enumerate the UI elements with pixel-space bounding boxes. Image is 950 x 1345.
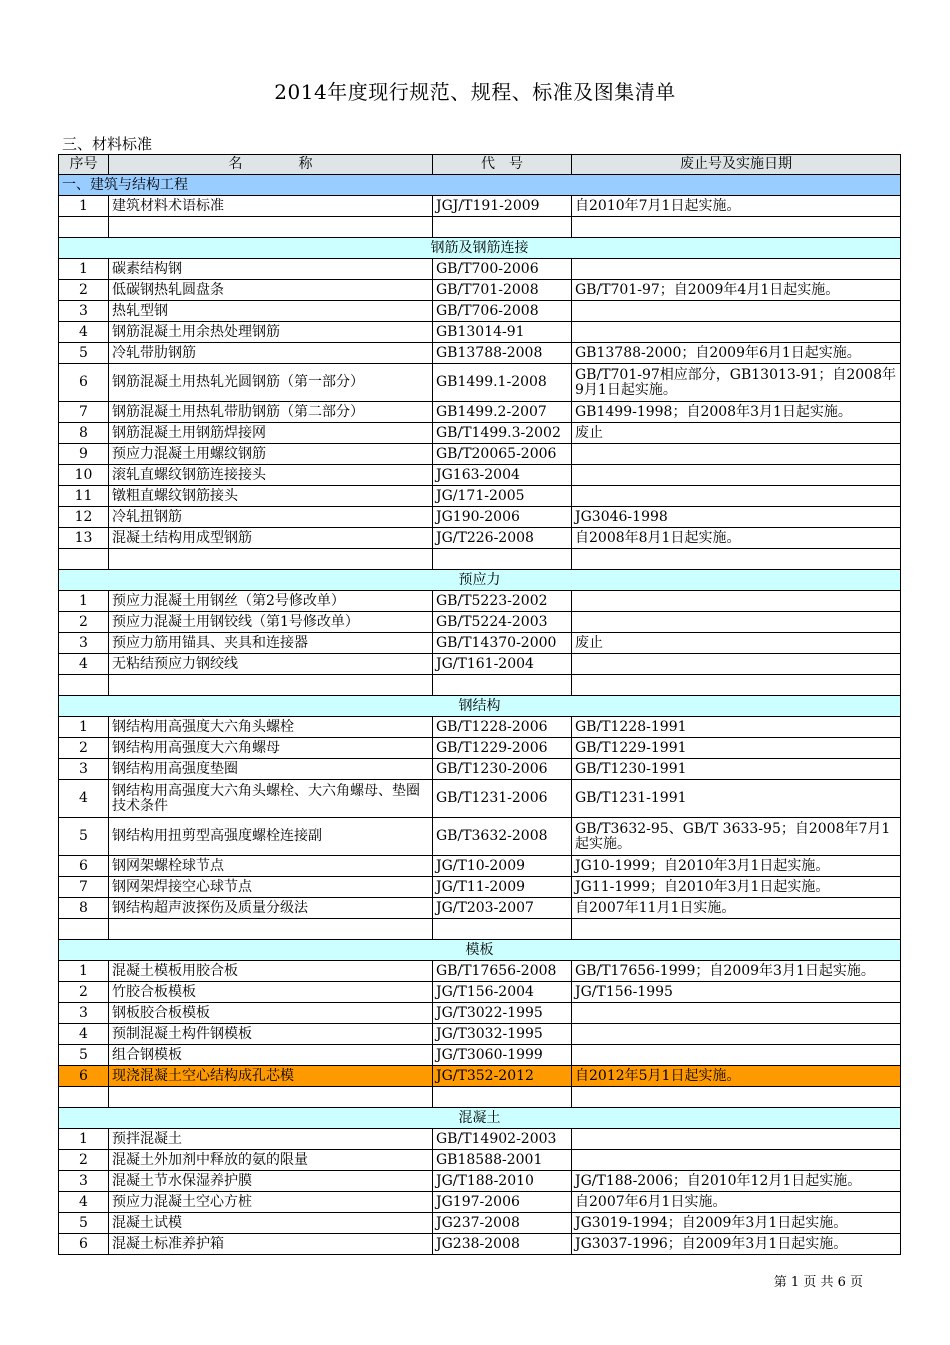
cell-code: GB/T5224-2003 bbox=[433, 612, 572, 633]
cell-code: GB/T14902-2003 bbox=[433, 1129, 572, 1150]
cell-name: 无粘结预应力钢绞线 bbox=[109, 654, 433, 675]
col-header-code: 代 号 bbox=[433, 155, 572, 175]
cell-note: 废止 bbox=[572, 423, 901, 444]
cell-note: JG/T188-2006；自2010年12月1日起实施。 bbox=[572, 1171, 901, 1192]
section-heading: 三、材料标准 bbox=[62, 135, 153, 153]
standards-table bbox=[58, 154, 901, 1255]
cell-code: GB/T1499.3-2002 bbox=[433, 423, 572, 444]
cell-code: JG/T161-2004 bbox=[433, 654, 572, 675]
cell-name: 钢结构用高强度大六角螺母 bbox=[109, 738, 433, 759]
cell-no: 2 bbox=[59, 1150, 109, 1171]
page-number: 第 1 页 共 6 页 bbox=[773, 1275, 863, 1290]
cell-code: GB1499.1-2008 bbox=[433, 364, 572, 402]
cell-code: GB/T3632-2008 bbox=[433, 818, 572, 856]
table-row bbox=[59, 1150, 901, 1171]
table-row bbox=[59, 259, 901, 280]
cell-note: 废止 bbox=[572, 633, 901, 654]
table-row bbox=[59, 898, 901, 919]
cell-no: 1 bbox=[59, 259, 109, 280]
cell-no: 1 bbox=[59, 196, 109, 217]
cell-note bbox=[572, 1024, 901, 1045]
table-row bbox=[59, 961, 901, 982]
table-row bbox=[59, 1045, 901, 1066]
section-row bbox=[59, 1108, 901, 1129]
cell-note bbox=[572, 1129, 901, 1150]
cell-no: 3 bbox=[59, 759, 109, 780]
table-row bbox=[59, 877, 901, 898]
cell-name: 钢筋混凝土用热轧带肋钢筋（第二部分） bbox=[109, 402, 433, 423]
table-row bbox=[59, 486, 901, 507]
blank-cell bbox=[433, 1087, 572, 1108]
table-row bbox=[59, 301, 901, 322]
cell-note: GB/T1231-1991 bbox=[572, 780, 901, 818]
cell-note bbox=[572, 591, 901, 612]
cell-note bbox=[572, 1045, 901, 1066]
table-row bbox=[59, 1234, 901, 1255]
cell-note: GB/T1228-1991 bbox=[572, 717, 901, 738]
table-row bbox=[59, 423, 901, 444]
section-title: 模板 bbox=[59, 940, 901, 961]
cell-name: 低碳钢热轧圆盘条 bbox=[109, 280, 433, 301]
cell-name: 钢板胶合板模板 bbox=[109, 1003, 433, 1024]
cell-code: GB/T1229-2006 bbox=[433, 738, 572, 759]
cell-code: JG/T352-2012 bbox=[433, 1066, 572, 1087]
cell-note: GB13788-2000；自2009年6月1日起实施。 bbox=[572, 343, 901, 364]
cell-name: 组合钢模板 bbox=[109, 1045, 433, 1066]
cell-note bbox=[572, 612, 901, 633]
cell-note bbox=[572, 1003, 901, 1024]
cell-no: 3 bbox=[59, 1171, 109, 1192]
cell-no: 4 bbox=[59, 1024, 109, 1045]
cell-name: 预拌混凝土 bbox=[109, 1129, 433, 1150]
cell-code: JG/171-2005 bbox=[433, 486, 572, 507]
cell-note: 自2010年7月1日起实施。 bbox=[572, 196, 901, 217]
cell-name: 混凝土标准养护箱 bbox=[109, 1234, 433, 1255]
cell-code: JGJ/T191-2009 bbox=[433, 196, 572, 217]
cell-code: GB18588-2001 bbox=[433, 1150, 572, 1171]
cell-note: JG3046-1998 bbox=[572, 507, 901, 528]
blank-cell bbox=[59, 1087, 109, 1108]
blank-cell bbox=[109, 217, 433, 238]
table-row bbox=[59, 612, 901, 633]
blank-cell bbox=[59, 549, 109, 570]
table-row bbox=[59, 507, 901, 528]
section-row bbox=[59, 238, 901, 259]
cell-name: 钢结构用高强度大六角头螺栓、大六角螺母、垫圈技术条件 bbox=[109, 780, 433, 818]
table-row bbox=[59, 759, 901, 780]
cell-code: JG/T203-2007 bbox=[433, 898, 572, 919]
cell-code: JG197-2006 bbox=[433, 1192, 572, 1213]
table-row bbox=[59, 1129, 901, 1150]
cell-note: GB/T1230-1991 bbox=[572, 759, 901, 780]
section-row bbox=[59, 570, 901, 591]
cell-name: 预应力混凝土用钢铰线（第1号修改单） bbox=[109, 612, 433, 633]
cell-note: GB/T1229-1991 bbox=[572, 738, 901, 759]
cell-note bbox=[572, 259, 901, 280]
cell-no: 2 bbox=[59, 982, 109, 1003]
cell-code: GB/T5223-2002 bbox=[433, 591, 572, 612]
cell-no: 3 bbox=[59, 633, 109, 654]
cell-no: 5 bbox=[59, 343, 109, 364]
cell-note: GB/T701-97相应部分，GB13013-91；自2008年9月1日起实施。 bbox=[572, 364, 901, 402]
cell-code: GB/T1231-2006 bbox=[433, 780, 572, 818]
table-row bbox=[59, 591, 901, 612]
blank-cell bbox=[109, 675, 433, 696]
cell-no: 4 bbox=[59, 322, 109, 343]
blank-cell bbox=[59, 217, 109, 238]
table-row bbox=[59, 1024, 901, 1045]
cell-name: 竹胶合板模板 bbox=[109, 982, 433, 1003]
cell-no: 1 bbox=[59, 717, 109, 738]
table-row bbox=[59, 738, 901, 759]
table-row bbox=[59, 1066, 901, 1087]
cell-no: 1 bbox=[59, 1129, 109, 1150]
cell-name: 滚轧直螺纹钢筋连接接头 bbox=[109, 465, 433, 486]
table-row bbox=[59, 1213, 901, 1234]
table-row bbox=[59, 1192, 901, 1213]
blank-cell bbox=[109, 919, 433, 940]
cell-note: GB/T17656-1999；自2009年3月1日起实施。 bbox=[572, 961, 901, 982]
cell-no: 6 bbox=[59, 1066, 109, 1087]
col-header-note: 废止号及实施日期 bbox=[572, 155, 901, 175]
cell-name: 预应力混凝土用螺纹钢筋 bbox=[109, 444, 433, 465]
cell-code: GB/T1230-2006 bbox=[433, 759, 572, 780]
table-row bbox=[59, 1003, 901, 1024]
cell-no: 8 bbox=[59, 898, 109, 919]
cell-code: JG/T3032-1995 bbox=[433, 1024, 572, 1045]
cell-name: 冷轧带肋钢筋 bbox=[109, 343, 433, 364]
cell-name: 预应力混凝土用钢丝（第2号修改单） bbox=[109, 591, 433, 612]
blank-row bbox=[59, 919, 901, 940]
cell-name: 混凝土节水保湿养护膜 bbox=[109, 1171, 433, 1192]
cell-note: GB/T701-97；自2009年4月1日起实施。 bbox=[572, 280, 901, 301]
cell-no: 1 bbox=[59, 591, 109, 612]
cell-code: GB/T701-2008 bbox=[433, 280, 572, 301]
blank-cell bbox=[572, 919, 901, 940]
table-row bbox=[59, 780, 901, 818]
table-row bbox=[59, 633, 901, 654]
cell-name: 混凝土外加剂中释放的氨的限量 bbox=[109, 1150, 433, 1171]
section-title: 预应力 bbox=[59, 570, 901, 591]
cell-no: 4 bbox=[59, 654, 109, 675]
cell-note bbox=[572, 301, 901, 322]
cell-note: GB1499-1998；自2008年3月1日起实施。 bbox=[572, 402, 901, 423]
cell-code: JG190-2006 bbox=[433, 507, 572, 528]
cell-no: 5 bbox=[59, 1045, 109, 1066]
cell-no: 3 bbox=[59, 1003, 109, 1024]
section-row bbox=[59, 940, 901, 961]
blank-cell bbox=[572, 217, 901, 238]
cell-name: 钢筋混凝土用热轧光圆钢筋（第一部分） bbox=[109, 364, 433, 402]
cell-code: GB/T17656-2008 bbox=[433, 961, 572, 982]
cell-note: JG/T156-1995 bbox=[572, 982, 901, 1003]
table-row bbox=[59, 444, 901, 465]
section-row bbox=[59, 696, 901, 717]
table-row bbox=[59, 654, 901, 675]
cell-code: JG/T3022-1995 bbox=[433, 1003, 572, 1024]
blank-cell bbox=[572, 549, 901, 570]
cell-name: 钢网架焊接空心球节点 bbox=[109, 877, 433, 898]
blank-cell bbox=[572, 675, 901, 696]
cell-no: 10 bbox=[59, 465, 109, 486]
table-row bbox=[59, 465, 901, 486]
group-row bbox=[59, 175, 901, 196]
cell-name: 预应力混凝土空心方桩 bbox=[109, 1192, 433, 1213]
cell-note bbox=[572, 444, 901, 465]
col-header-name: 名 称 bbox=[109, 155, 433, 175]
cell-name: 混凝土模板用胶合板 bbox=[109, 961, 433, 982]
cell-name: 碳素结构钢 bbox=[109, 259, 433, 280]
table-row bbox=[59, 1171, 901, 1192]
cell-name: 钢结构用高强度垫圈 bbox=[109, 759, 433, 780]
cell-note: 自2012年5月1日起实施。 bbox=[572, 1066, 901, 1087]
blank-cell bbox=[109, 1087, 433, 1108]
cell-code: GB1499.2-2007 bbox=[433, 402, 572, 423]
cell-no: 13 bbox=[59, 528, 109, 549]
cell-code: GB/T20065-2006 bbox=[433, 444, 572, 465]
cell-no: 12 bbox=[59, 507, 109, 528]
table-row bbox=[59, 717, 901, 738]
cell-note bbox=[572, 486, 901, 507]
table-row bbox=[59, 818, 901, 856]
section-title: 钢结构 bbox=[59, 696, 901, 717]
cell-no: 9 bbox=[59, 444, 109, 465]
cell-note bbox=[572, 1150, 901, 1171]
cell-code: JG/T10-2009 bbox=[433, 856, 572, 877]
cell-no: 4 bbox=[59, 1192, 109, 1213]
cell-no: 2 bbox=[59, 280, 109, 301]
table-row bbox=[59, 982, 901, 1003]
cell-code: GB13788-2008 bbox=[433, 343, 572, 364]
cell-name: 混凝土试模 bbox=[109, 1213, 433, 1234]
cell-code: JG/T3060-1999 bbox=[433, 1045, 572, 1066]
cell-name: 钢筋混凝土用钢筋焊接网 bbox=[109, 423, 433, 444]
table-row bbox=[59, 528, 901, 549]
cell-no: 7 bbox=[59, 402, 109, 423]
cell-note bbox=[572, 654, 901, 675]
table-row bbox=[59, 856, 901, 877]
cell-no: 11 bbox=[59, 486, 109, 507]
blank-cell bbox=[433, 549, 572, 570]
table-row bbox=[59, 322, 901, 343]
cell-name: 冷轧扭钢筋 bbox=[109, 507, 433, 528]
blank-row bbox=[59, 217, 901, 238]
blank-cell bbox=[59, 675, 109, 696]
cell-no: 4 bbox=[59, 780, 109, 818]
table-body bbox=[59, 155, 901, 1255]
cell-no: 6 bbox=[59, 1234, 109, 1255]
cell-code: JG/T188-2010 bbox=[433, 1171, 572, 1192]
cell-note: 自2008年8月1日起实施。 bbox=[572, 528, 901, 549]
cell-note: 自2007年6月1日实施。 bbox=[572, 1192, 901, 1213]
cell-name: 钢筋混凝土用余热处理钢筋 bbox=[109, 322, 433, 343]
cell-no: 7 bbox=[59, 877, 109, 898]
section-title: 混凝土 bbox=[59, 1108, 901, 1129]
cell-code: GB/T1228-2006 bbox=[433, 717, 572, 738]
blank-cell bbox=[59, 919, 109, 940]
cell-name: 混凝土结构用成型钢筋 bbox=[109, 528, 433, 549]
blank-row bbox=[59, 549, 901, 570]
blank-cell bbox=[109, 549, 433, 570]
cell-name: 预制混凝土构件钢模板 bbox=[109, 1024, 433, 1045]
cell-no: 5 bbox=[59, 818, 109, 856]
table-row bbox=[59, 402, 901, 423]
cell-no: 6 bbox=[59, 856, 109, 877]
cell-name: 钢结构用扭剪型高强度螺栓连接副 bbox=[109, 818, 433, 856]
table-row bbox=[59, 364, 901, 402]
page-title: 2014年度现行规范、规程、标准及图集清单 bbox=[274, 80, 676, 104]
table-row bbox=[59, 343, 901, 364]
cell-code: JG237-2008 bbox=[433, 1213, 572, 1234]
cell-name: 预应力筋用锚具、夹具和连接器 bbox=[109, 633, 433, 654]
cell-note bbox=[572, 322, 901, 343]
cell-name: 建筑材料术语标准 bbox=[109, 196, 433, 217]
table-row bbox=[59, 196, 901, 217]
cell-note: 自2007年11月1日实施。 bbox=[572, 898, 901, 919]
cell-code: JG163-2004 bbox=[433, 465, 572, 486]
cell-no: 6 bbox=[59, 364, 109, 402]
cell-code: JG/T226-2008 bbox=[433, 528, 572, 549]
cell-code: JG238-2008 bbox=[433, 1234, 572, 1255]
cell-name: 钢网架螺栓球节点 bbox=[109, 856, 433, 877]
cell-no: 3 bbox=[59, 301, 109, 322]
cell-no: 2 bbox=[59, 738, 109, 759]
blank-row bbox=[59, 675, 901, 696]
cell-note: JG3019-1994；自2009年3月1日起实施。 bbox=[572, 1213, 901, 1234]
cell-no: 8 bbox=[59, 423, 109, 444]
cell-no: 5 bbox=[59, 1213, 109, 1234]
cell-name: 热轧型钢 bbox=[109, 301, 433, 322]
cell-note: JG10-1999；自2010年3月1日起实施。 bbox=[572, 856, 901, 877]
cell-note: GB/T3632-95、GB/T 3633-95；自2008年7月1起实施。 bbox=[572, 818, 901, 856]
cell-name: 钢结构超声波探伤及质量分级法 bbox=[109, 898, 433, 919]
blank-cell bbox=[433, 919, 572, 940]
section-title: 钢筋及钢筋连接 bbox=[59, 238, 901, 259]
cell-note bbox=[572, 465, 901, 486]
group-title: 一、建筑与结构工程 bbox=[59, 175, 901, 196]
cell-code: GB/T706-2008 bbox=[433, 301, 572, 322]
cell-code: GB/T700-2006 bbox=[433, 259, 572, 280]
cell-code: GB13014-91 bbox=[433, 322, 572, 343]
blank-cell bbox=[433, 217, 572, 238]
cell-code: GB/T14370-2000 bbox=[433, 633, 572, 654]
col-header-no: 序号 bbox=[59, 155, 109, 175]
cell-name: 钢结构用高强度大六角头螺栓 bbox=[109, 717, 433, 738]
blank-cell bbox=[433, 675, 572, 696]
table-header-row bbox=[59, 155, 901, 175]
cell-note: JG11-1999；自2010年3月1日起实施。 bbox=[572, 877, 901, 898]
cell-note: JG3037-1996；自2009年3月1日起实施。 bbox=[572, 1234, 901, 1255]
cell-code: JG/T156-2004 bbox=[433, 982, 572, 1003]
blank-row bbox=[59, 1087, 901, 1108]
table-row bbox=[59, 280, 901, 301]
cell-no: 2 bbox=[59, 612, 109, 633]
cell-name: 现浇混凝土空心结构成孔芯模 bbox=[109, 1066, 433, 1087]
cell-no: 1 bbox=[59, 961, 109, 982]
cell-code: JG/T11-2009 bbox=[433, 877, 572, 898]
blank-cell bbox=[572, 1087, 901, 1108]
cell-name: 镦粗直螺纹钢筋接头 bbox=[109, 486, 433, 507]
